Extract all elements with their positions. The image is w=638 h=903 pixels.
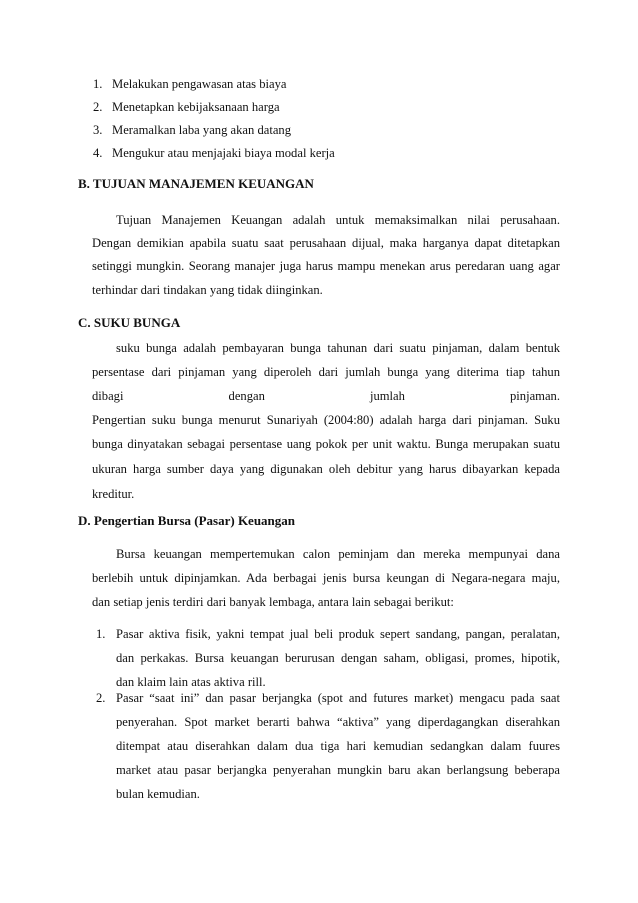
paragraph-line: Tujuan Manajemen Keuangan adalah untuk memaksimalkan nilai perusahaan.: [116, 213, 560, 227]
paragraph-line: Dengan demikian apabila suatu saat perusahaan dijual, maka harganya dapat ditetapkan: [92, 236, 560, 250]
paragraph-line: Pengertian suku bunga menurut Sunariyah (2004:80) adalah harga dari pinjaman. Suku: [92, 413, 560, 427]
paragraph-line: terhindar dari tindakan yang tidak diinginkan.: [92, 283, 323, 297]
paragraph-line: persentase dari pinjaman yang diperoleh dari jumlah bunga yang diterima tiap tahun: [92, 365, 560, 379]
paragraph-line: Bursa keuangan mempertemukan calon peminjam dan mereka mempunyai dana: [116, 547, 560, 561]
paragraph-line: ukuran harga sumber daya yang digunakan oleh debitur yang harus dibayarkan kepada: [92, 462, 560, 476]
list-item: Meramalkan laba yang akan datang: [112, 123, 292, 137]
list-number: 2.: [93, 100, 103, 114]
paragraph-line: kreditur.: [92, 487, 135, 501]
section-heading-c: C. SUKU BUNGA: [78, 315, 181, 330]
list-number: 2.: [96, 691, 106, 705]
list-item: Mengukur atau menjajaki biaya modal kerja: [112, 146, 335, 160]
list-item-line: market atau pasar berjangka penyerahan mungkin baru akan berlangsung beberapa: [116, 763, 560, 777]
list-number: 1.: [93, 77, 103, 91]
paragraph-line: dan setiap jenis terdiri dari banyak lembaga, antara lain sebagai berikut:: [92, 595, 454, 609]
list-item-line: penyerahan. Spot market berarti bahwa “aktiva” yang diperdagangkan diserahkan: [116, 715, 560, 729]
list-item-line: bulan kemudian.: [116, 787, 200, 801]
paragraph-line: bunga dinyatakan sebagai persentase uang pokok per unit waktu. Bunga merupakan suatu: [92, 437, 560, 451]
list-item-line: Pasar aktiva fisik, yakni tempat jual beli produk sepert sandang, pangan, peralatan,: [116, 627, 560, 641]
paragraph-line: setinggi mungkin. Seorang manajer juga harus mampu menekan arus peredaran uang agar: [92, 259, 560, 273]
paragraph-line: suku bunga adalah pembayaran bunga tahunan dari suatu pinjaman, dalam bentuk: [116, 341, 560, 355]
list-item-line: ditempat atau diserahkan dalam dua tiga hari kemudian sedangkan dalam fuures: [116, 739, 560, 753]
list-number: 4.: [93, 146, 103, 160]
list-item: Melakukan pengawasan atas biaya: [112, 77, 287, 91]
paragraph-line: berlebih untuk dipinjamkan. Ada berbagai jenis bursa keungan di Negara-negara maju,: [92, 571, 560, 585]
list-item-line: dan perkakas. Bursa keuangan berurusan dengan saham, obligasi, promes, hipotik,: [116, 651, 560, 665]
section-heading-b: B. TUJUAN MANAJEMEN KEUANGAN: [78, 176, 314, 191]
list-item-line: Pasar “saat ini” dan pasar berjangka (spot and futures market) mengacu pada saat: [116, 691, 560, 705]
list-number: 3.: [93, 123, 103, 137]
section-heading-d: D. Pengertian Bursa (Pasar) Keuangan: [78, 513, 296, 528]
list-number: 1.: [96, 627, 106, 641]
list-item-line: dan klaim lain atas aktiva rill.: [116, 675, 266, 689]
list-item: Menetapkan kebijaksanaan harga: [112, 100, 280, 114]
paragraph-line: dibagi dengan jumlah pinjaman.: [92, 389, 560, 403]
